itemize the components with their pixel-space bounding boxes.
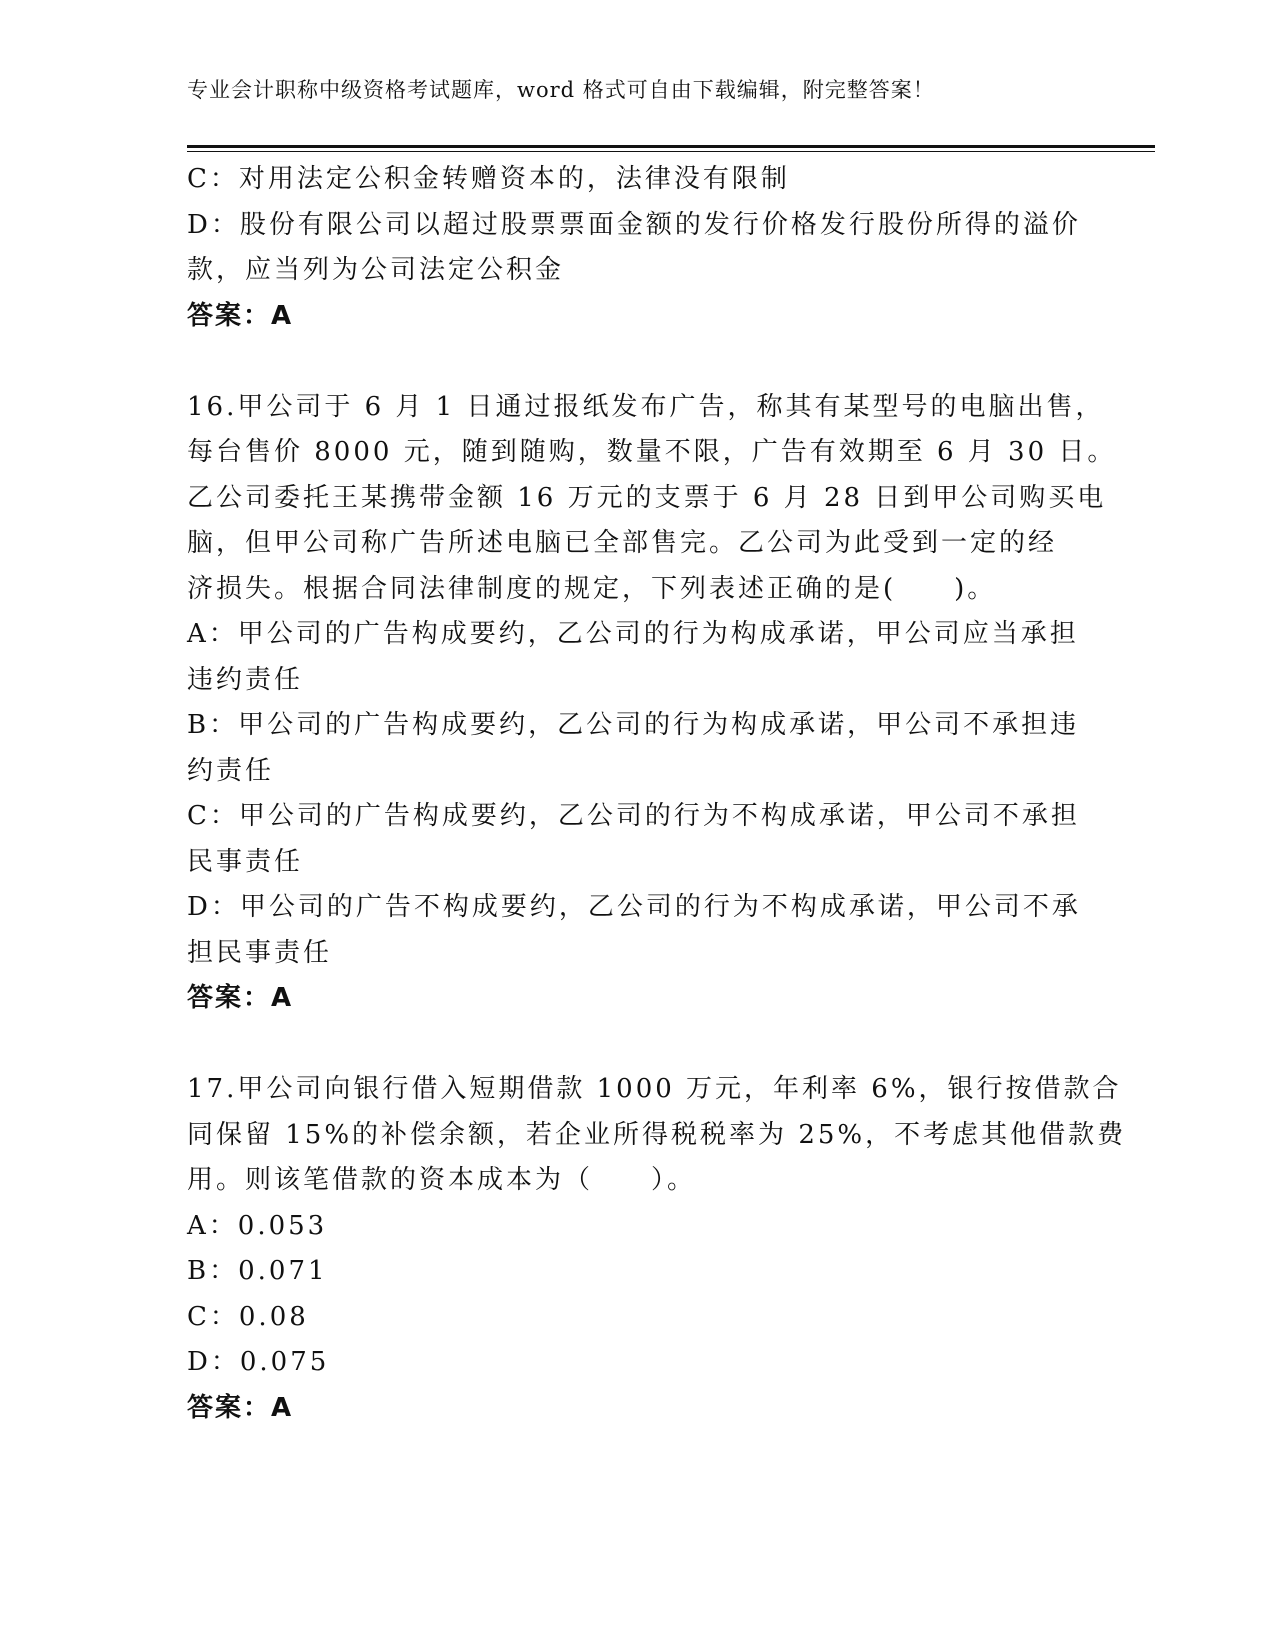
q16-option-b-line1: B：甲公司的广告构成要约，乙公司的行为构成承诺，甲公司不承担违 (187, 710, 1080, 740)
q17-option-a: A：0.053 (187, 1210, 328, 1241)
q15-option-d-line1: D：股份有限公司以超过股票票面金额的发行价格发行股份所得的溢价 (187, 209, 1081, 240)
q17-answer: 答案：A (187, 1392, 294, 1423)
q16-stem-line2: 每台售价 8000 元，随到随购，数量不限，广告有效期至 6 月 30 日。 (187, 437, 1117, 467)
header-rule-thick (187, 145, 1155, 148)
q16-stem-line5: 济损失。根据合同法律制度的规定，下列表述正确的是( )。 (187, 573, 997, 604)
q16-option-a-line2: 违约责任 (187, 664, 304, 695)
header-rule-thin (187, 151, 1155, 152)
q16-answer: 答案：A (187, 983, 294, 1013)
q15-option-c: C：对用法定公积金转赠资本的，法律没有限制 (187, 164, 790, 194)
q15-answer: 答案：A (187, 300, 294, 331)
q16-option-c-line2: 民事责任 (187, 846, 304, 877)
q17-stem-line3: 用。则该笔借款的资本成本为（ ）。 (187, 1165, 697, 1195)
q16-option-c-line1: C：甲公司的广告构成要约，乙公司的行为不构成承诺，甲公司不承担 (187, 801, 1080, 831)
q16-stem-line1: 16.甲公司于 6 月 1 日通过报纸发布广告，称其有某型号的电脑出售， (187, 391, 1105, 422)
q17-option-c: C：0.08 (187, 1301, 309, 1332)
q17-option-d: D：0.075 (187, 1347, 330, 1377)
q17-stem-line2: 同保留 15%的补偿余额，若企业所得税税率为 25%，不考虑其他借款费 (187, 1119, 1127, 1150)
question-content (187, 157, 1127, 1431)
q16-option-d-line2: 担民事责任 (187, 937, 333, 968)
q16-option-b-line2: 约责任 (187, 755, 275, 786)
q16-option-a-line1: A：甲公司的广告构成要约，乙公司的行为构成承诺，甲公司应当承担 (187, 619, 1079, 649)
spacer (187, 1022, 1067, 1068)
q16-stem-line3: 乙公司委托王某携带金额 16 万元的支票于 6 月 28 日到甲公司购买电 (187, 482, 1107, 513)
spacer (187, 339, 1067, 385)
q17-option-b: B：0.071 (187, 1256, 328, 1286)
q15-option-d-line2: 款，应当列为公司法定公积金 (187, 255, 565, 285)
q16-stem-line4: 脑，但甲公司称广告所述电脑已全部售完。乙公司为此受到一定的经 (187, 528, 1058, 558)
page-header: 专业会计职称中级资格考试题库，word 格式可自由下载编辑，附完整答案！ (187, 78, 935, 102)
q16-option-d-line1: D：甲公司的广告不构成要约，乙公司的行为不构成承诺，甲公司不承 (187, 892, 1081, 922)
q17-stem-line1: 17.甲公司向银行借入短期借款 1000 万元，年利率 6%，银行按借款合 (187, 1074, 1122, 1104)
